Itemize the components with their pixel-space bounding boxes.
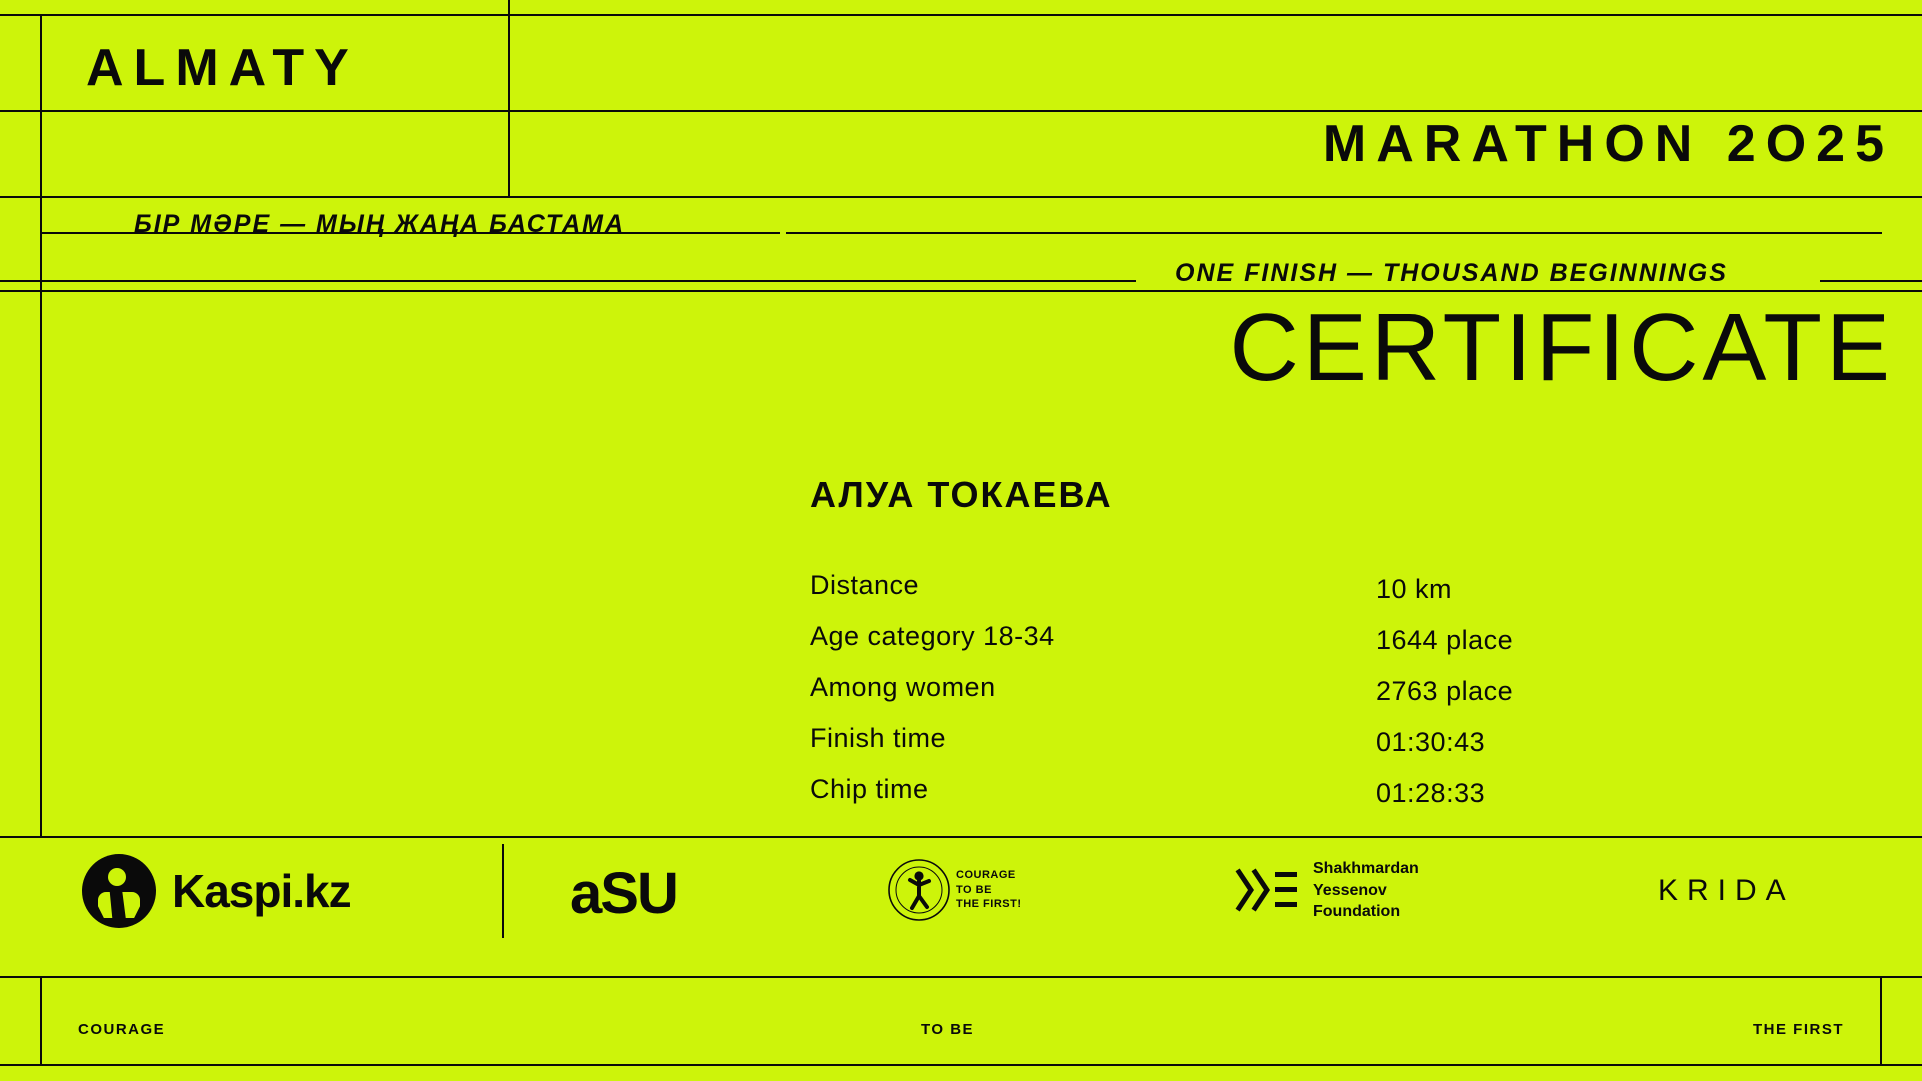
footer-left: COURAGE (78, 1021, 166, 1038)
sponsor-yessenov-foundation (1235, 858, 1419, 923)
result-row (810, 774, 1660, 825)
rule-slogan-en-left (0, 280, 1136, 282)
result-value: 1644 place (1376, 625, 1514, 655)
courage-line-3: THE FIRST! (956, 898, 1022, 911)
result-row (810, 621, 1660, 672)
event-title: MARATHON 2O25 (1322, 115, 1894, 173)
rule-vertical-header (508, 0, 510, 196)
rule-top-1 (0, 14, 1922, 16)
footer-right: THE FIRST (1753, 1021, 1844, 1038)
sponsor-krida: KRIDA (1658, 874, 1795, 907)
rule-vertical-footer-left (40, 976, 42, 1064)
result-value: 2763 place (1376, 676, 1514, 706)
result-value: 10 km (1376, 574, 1453, 604)
certificate-title: CERTIFICATE (1229, 294, 1894, 401)
footer-center: TO BE (921, 1021, 975, 1038)
result-label: Chip time (810, 774, 929, 804)
rule-sponsors-bottom (0, 976, 1922, 978)
result-value: 01:30:43 (1376, 727, 1486, 757)
sponsor-kaspi (82, 854, 351, 928)
courage-text-block (956, 868, 1022, 913)
slogan-kazakh: БІР МӘРЕ — МЫҢ ЖАҢА БАСТАМА (134, 210, 626, 238)
rule-vertical-left (40, 14, 42, 836)
result-label: Distance (810, 570, 920, 600)
yessenov-line-2: Yessenov (1313, 881, 1387, 899)
city-title: ALMATY (86, 39, 359, 97)
participant-name: АЛУА ТОКАЕВА (810, 474, 1113, 515)
result-value: 01:28:33 (1376, 778, 1486, 808)
yessenov-logo-icon (1235, 868, 1301, 912)
rule-slogan-en-right (1820, 280, 1922, 282)
kaspi-logo-icon (82, 854, 156, 928)
sponsor-divider (502, 844, 504, 938)
yessenov-text-block (1313, 858, 1419, 923)
rule-slogan-kz-right (786, 232, 1882, 234)
rule-footer (0, 1064, 1922, 1066)
courage-line-2: TO BE (956, 883, 992, 896)
result-label: Among women (810, 672, 996, 702)
rule-top-2 (0, 110, 1922, 112)
result-label: Finish time (810, 723, 947, 753)
rule-top-3 (0, 196, 1922, 198)
slogan-english: ONE FINISH — THOUSAND BEGINNINGS (1175, 259, 1728, 287)
courage-runner-icon (888, 854, 950, 926)
yessenov-line-1: Shakhmardan (1313, 860, 1419, 877)
result-row (810, 723, 1660, 774)
rule-top-4 (0, 290, 1922, 292)
sponsor-bar (0, 836, 1922, 976)
sponsor-courage-fund (888, 852, 1048, 928)
result-label: Age category 18-34 (810, 621, 1055, 651)
result-row (810, 570, 1660, 621)
sponsor-asu: aSU (570, 861, 677, 926)
results-table (810, 570, 1660, 825)
yessenov-line-3: Foundation (1313, 903, 1401, 921)
kaspi-wordmark: Kaspi.kz (172, 865, 351, 917)
result-row (810, 672, 1660, 723)
rule-vertical-footer-right (1880, 976, 1882, 1064)
courage-line-1: COURAGE (956, 868, 1016, 881)
